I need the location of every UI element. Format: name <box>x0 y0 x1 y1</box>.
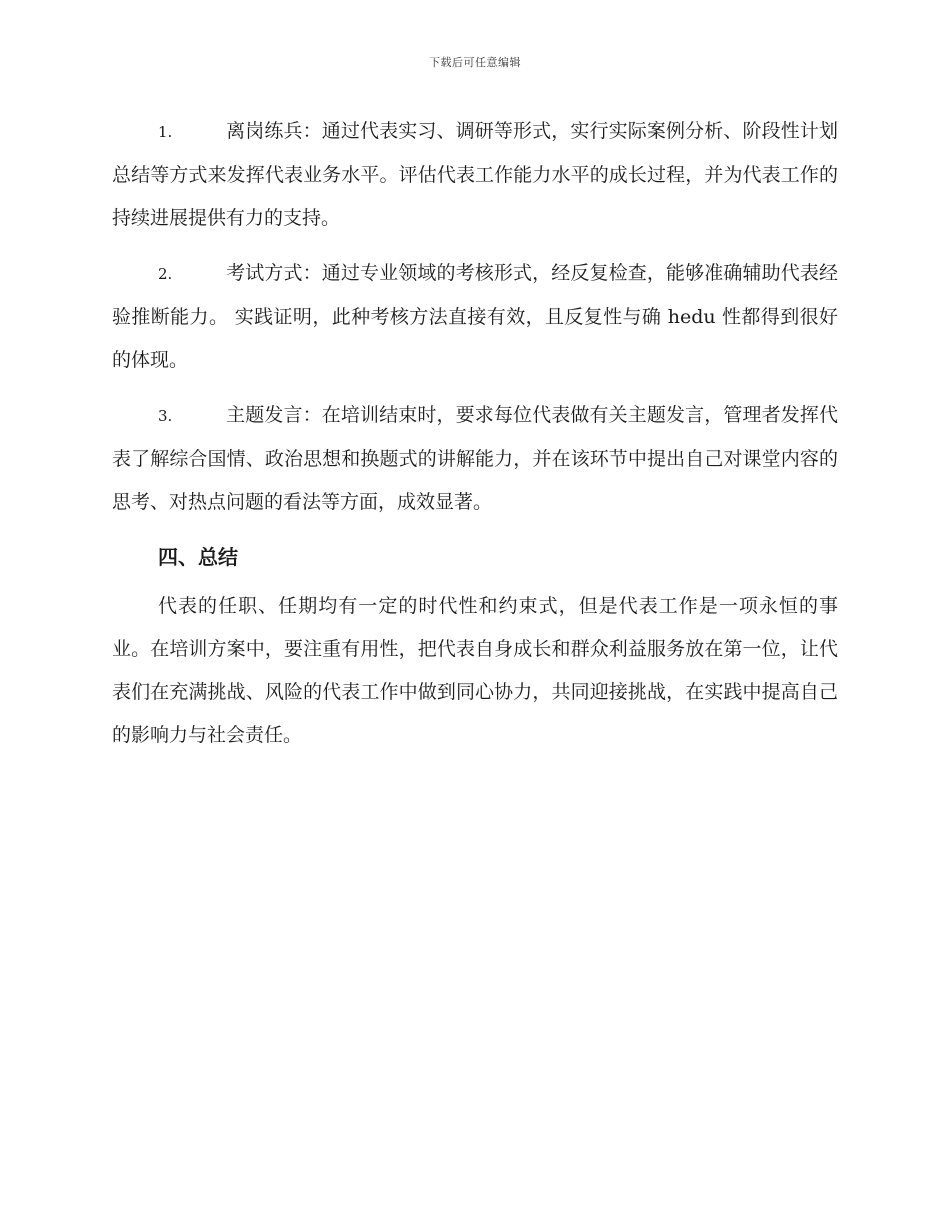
list-item-number: 3. <box>158 407 173 425</box>
list-item <box>112 252 838 382</box>
list-item-text: 离岗练兵：通过代表实习、调研等形式，实行实际案例分析、阶段性计划总结等方式来发挥代表业务水平。评估代表工作能力水平的成长过程，并为代表工作的持续进展提供有力的支持。 <box>112 120 838 229</box>
document-body <box>112 110 838 757</box>
list-item-number: 1. <box>158 123 173 141</box>
list-item-number: 2. <box>158 265 173 283</box>
section-heading: 四、总结 <box>158 545 238 569</box>
list-item <box>112 110 838 240</box>
list-item-text: 主题发言：在培训结束时，要求每位代表做有关主题发言，管理者发挥代表了解综合国情、政治思想和换题式的讲解能力，并在该环节中提出自己对课堂内容的思考、对热点问题的看法等方面，成效显著。 <box>112 404 838 513</box>
list-item <box>112 394 838 524</box>
page-header: 下载后可任意编辑 <box>429 56 521 69</box>
list-item-text: 考试方式：通过专业领域的考核形式，经反复检查，能够准确辅助代表经验推断能力。 实践证明，此种考核方法直接有效，且反复性与确 hedu 性都得到很好的体现。 <box>112 262 838 371</box>
summary-paragraph: 代表的任职、任期均有一定的时代性和约束式，但是代表工作是一项永恒的事业。在培训方案中，要注重有用性，把代表自身成长和群众利益服务放在第一位，让代表们在充满挑战、风险的代表工作中做到同心协力，共同迎接挑战，在实践中提高自己的影响力与社会责任。 <box>112 595 838 746</box>
